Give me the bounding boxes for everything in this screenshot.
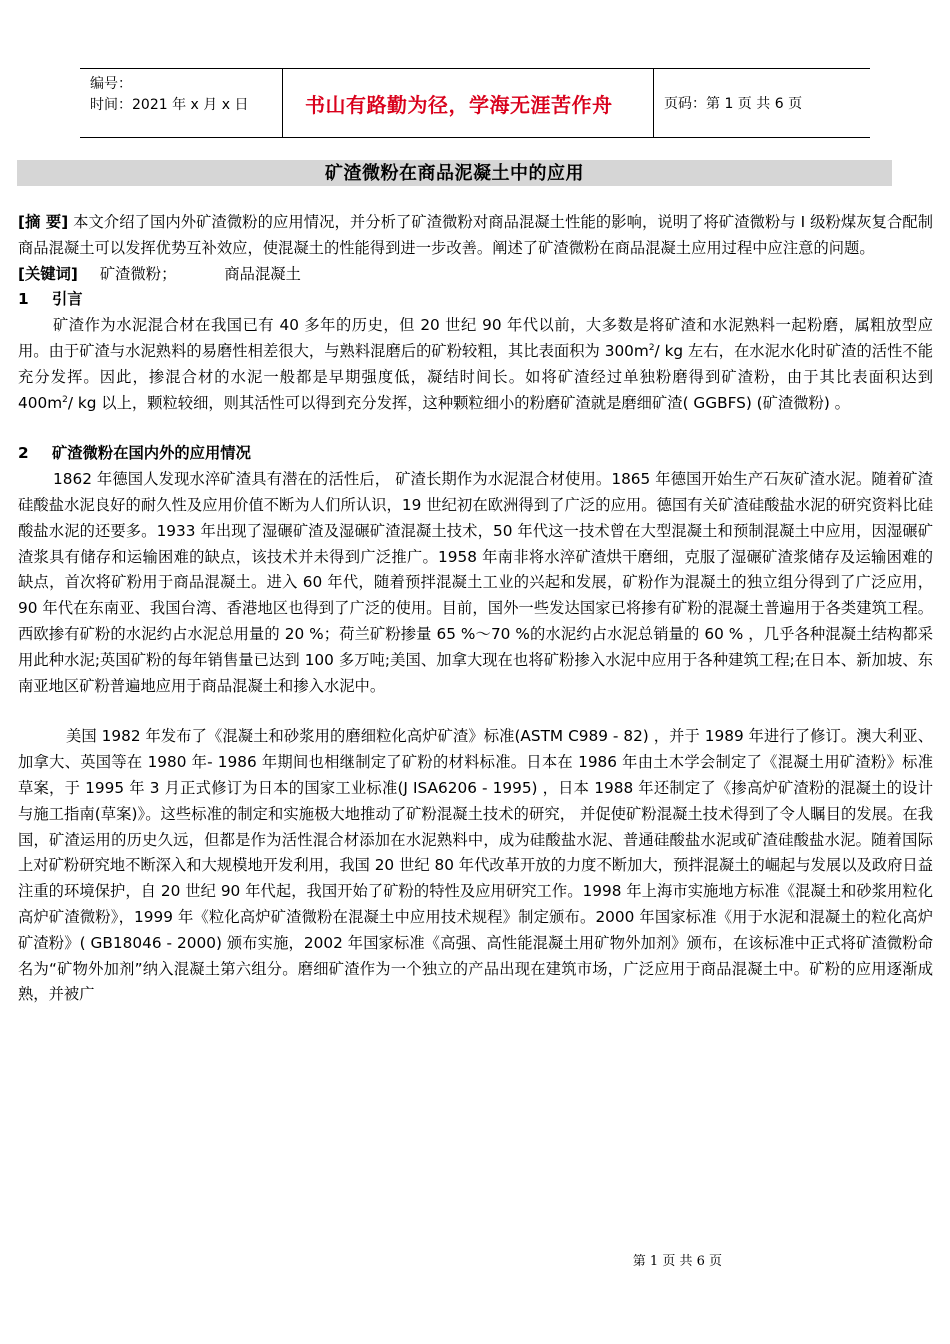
- document-title: 矿渣微粉在商品泥凝土中的应用: [17, 160, 892, 186]
- paragraph-standards: 美国 1982 年发布了《混凝土和砂浆用的磨细粒化高炉矿渣》标准(ASTM C989 - 82) ，并于 1989 年进行了修订。澳大利亚、加拿大、英国等在 1980 年- 1986 年期间也相继制定了矿粉的材料标准。日本在 1986 年由土木学会制定了《混凝土用矿渣粉》标准草案，于 1995 年 3 月正式修订为日本的国家工业标准(J ISA6206 - 1995) ，日本 1988 年还制定了《掺高炉矿渣粉的混凝土的设计与施工指南(草案)》。这些标准的制定和实施极大地推动了矿粉混凝土技术的研究， 并促使矿粉混凝土技术得到了令人瞩目的发展。在我国，矿渣运用的历史久远，但都是作为活性混合材添加在水泥熟料中，成为硅酸盐水泥、普通硅酸盐水泥或矿渣硅酸盐水泥。随着国际上对矿粉研究地不断深入和大规模地开发利用，我国 20 世纪 80 年代改革开放的力度不断加大，预拌混凝土的崛起与发展以及政府日益注重的环境保护，自 20 世纪 90 年代起，我国开始了矿粉的特性及应用研究工作。1998 年上海市实施地方标准《混凝土和砂浆用粒化高炉矿渣微粉》，1999 年《粒化高炉矿渣微粉在混凝土中应用技术规程》制定颁布。2000 年国家标准《用于水泥和混凝土的粒化高炉矿渣粉》( GB18046 - 2000) 颁布实施，2002 年国家标准《高强、高性能混凝土用矿物外加剂》颁布，在该标准中正式将矿渣微粉命名为“矿物外加剂”纳入混凝土第六组分。磨细矿渣作为一个独立的产品出现在建筑市场，广泛应用于商品混凝土中。矿粉的应用逐渐成熟，并被广: [18, 727, 934, 1004]
- header-motto: 书山有路勤为径，学海无涯苦作舟: [282, 69, 654, 137]
- section-number: 2: [18, 444, 29, 463]
- section-title: 引言: [52, 290, 83, 309]
- keyword-1: 矿渣微粉；: [99, 264, 177, 283]
- document-body: [18, 210, 933, 1008]
- keywords: [18, 262, 933, 288]
- time-label: 时间：2021 年 x 月 x 日: [90, 97, 249, 113]
- paragraph-text: / kg 左右，在水泥水化时矿渣的活性不能充分发挥。因此，掺混合材的水泥一般都是早期强度低，凝结时间长。如将矿渣经过单独粉磨得到矿渣粉，由于其比表面积达到 400m: [18, 341, 933, 412]
- abstract: [18, 210, 933, 262]
- section-number: 1: [18, 290, 29, 309]
- abstract-text: 本文介绍了国内外矿渣微粉的应用情况，并分析了矿渣微粉对商品混凝土性能的影响，说明了将矿渣微粉与 I 级粉煤灰复合配制商品混凝土可以发挥优势互补效应，使混凝土的性能得到进一步改善。阐述了矿渣微粉在商品混凝土应用过程中应注意的问题。: [18, 213, 933, 257]
- section-heading-1: [18, 287, 933, 313]
- header-page-label: 页码：第 1 页 共 6 页: [664, 96, 803, 112]
- serial-label: 编号：: [90, 76, 132, 92]
- keyword-2: 商品混凝土: [224, 264, 301, 283]
- section-heading-2: [18, 441, 933, 467]
- page-header: [80, 68, 870, 138]
- paragraph-text: / kg 以上，颗粒较细，则其活性可以得到充分发挥，这种颗粒细小的粉磨矿渣就是磨细矿渣( GGBFS) (矿渣微粉) 。: [67, 393, 850, 412]
- paragraph-text: 矿渣作为水泥混合材在我国已有 40 多年的历史，但 20 世纪 90 年代以前，大多数是将矿渣和水泥熟料一起粉磨，属粗放型应用。由于矿渣与水泥熟料的易磨性相差很大，与熟料混磨后的矿粉较粗，其比表面积为 300m: [18, 316, 933, 360]
- superscript: 2: [62, 394, 68, 405]
- superscript: 2: [648, 342, 655, 353]
- footer-page-number: 第 1 页 共 6 页: [632, 1254, 722, 1269]
- keywords-tag: [关键词]: [18, 264, 78, 283]
- paragraph-intro: [18, 313, 933, 416]
- header-left: [80, 69, 282, 137]
- paragraph-history: 1862 年德国人发现水淬矿渣具有潜在的活性后， 矿渣长期作为水泥混合材使用。1865 年德国开始生产石灰矿渣水泥。随着矿渣硅酸盐水泥良好的耐久性及应用价值不断为人们所认识，19 世纪初在欧洲得到了广泛的应用。德国有关矿渣硅酸盐水泥的研究资料比硅酸盐水泥的还要多。1933 年出现了湿碾矿渣及湿碾矿渣混凝土技术，50 年代这一技术曾在大型混凝土和预制混凝土中应用，因湿碾矿渣浆具有储存和运输困难的缺点，该技术并未得到广泛推广。1958 年南非将水淬矿渣烘干磨细，克服了湿碾矿渣浆储存及运输困难的缺点，首次将矿粉用于商品混凝土。进入 60 年代，随着预拌混凝土工业的兴起和发展，矿粉作为混凝土的独立组分得到了广泛应用，90 年代在东南亚、我国台湾、香港地区也得到了广泛的使用。目前，国外一些发达国家已将掺有矿粉的混凝土普遍用于各类建筑工程。西欧掺有矿粉的水泥约占水泥总用量的 20 %；荷兰矿粉掺量 65 %～70 %的水泥约占水泥总销量的 60 % ，几乎各种混凝土结构都采用此种水泥;英国矿粉的每年销售量已达到 100 多万吨;美国、加拿大现在也将矿粉掺入水泥中应用于各种建筑工程;在日本、新加坡、东南亚地区矿粉普遍地应用于商品混凝土和掺入水泥中。: [18, 470, 933, 695]
- section-title: 矿渣微粉在国内外的应用情况: [52, 444, 251, 463]
- abstract-tag: [摘 要]: [18, 213, 69, 231]
- page-footer: [0, 1250, 950, 1269]
